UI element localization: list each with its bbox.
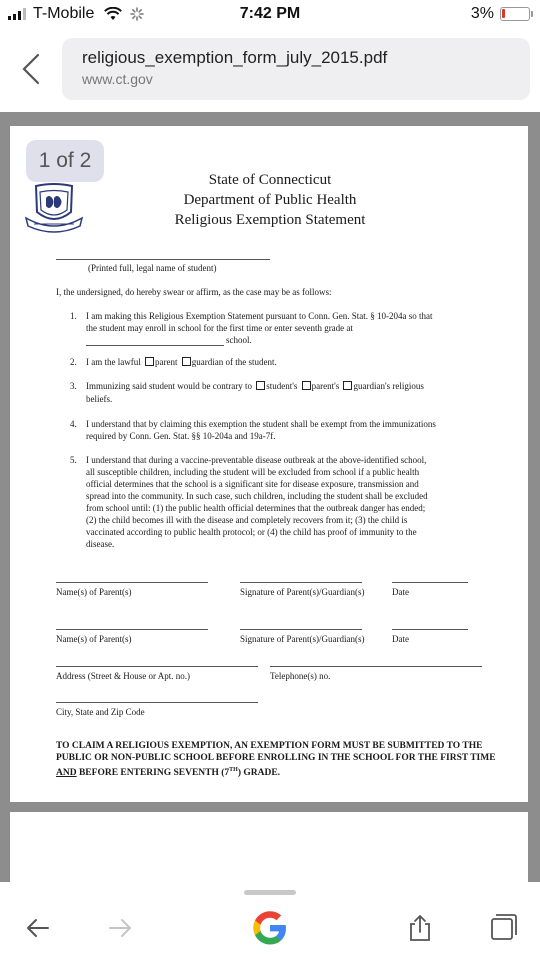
- telephone-label: Telephone(s) no.: [270, 671, 331, 681]
- student-name-line[interactable]: [56, 259, 270, 260]
- item-5-number: 5.: [70, 455, 77, 465]
- bottom-toolbar: [0, 882, 540, 960]
- item-5-line-4: spread into the community. In such case, such children, including the student shall be excluded: [86, 491, 428, 501]
- carrier-label: T-Mobile: [33, 5, 95, 22]
- item-4-number: 4.: [70, 419, 77, 429]
- parent-name-label-2: Name(s) of Parent(s): [56, 634, 132, 644]
- parents-checkbox[interactable]: [302, 381, 311, 390]
- share-icon[interactable]: [404, 912, 436, 944]
- notice-part-2: BEFORE ENTERING SEVENTH (7: [76, 768, 230, 779]
- title-line-1: State of Connecticut: [208, 172, 332, 188]
- signature-label-2: Signature of Parent(s)/Guardian(s): [240, 634, 365, 644]
- source-domain: www.ct.gov: [82, 71, 153, 87]
- item-3-text: [86, 380, 486, 392]
- item-2-number: 2.: [70, 357, 77, 367]
- signature-line-2[interactable]: [240, 629, 362, 630]
- parent-name-line-2[interactable]: [56, 629, 208, 630]
- item-1-line-1: I am making this Religious Exemption Statement pursuant to Conn. Gen. Stat. § 10-204a so that: [86, 311, 433, 321]
- item-4-line-2: required by Conn. Gen. Stat. §§ 10-204a and 19a-7f.: [86, 431, 276, 441]
- item-1-line-3: school.: [226, 335, 252, 345]
- pdf-page-1: [10, 126, 528, 802]
- item-5-line-8: disease.: [86, 539, 115, 549]
- item-1-number: 1.: [70, 311, 77, 321]
- date-label-2: Date: [392, 634, 409, 644]
- document-content: [10, 126, 528, 802]
- title-line-3: Religious Exemption Statement: [174, 212, 366, 228]
- intro-text: I, the undersigned, do hereby swear or affirm, as the case may be as follows:: [56, 287, 332, 297]
- item-5-line-6: (2) the child becomes ill with the disease and completely recovers from it; (3) the child is: [86, 515, 408, 525]
- battery-icon: [500, 7, 530, 21]
- chevron-left-icon[interactable]: [18, 52, 44, 86]
- item-5-line-2: all susceptible children, including the student will be excluded from school if a public health: [86, 467, 420, 477]
- item-2-lead: I am the lawful: [86, 357, 141, 367]
- page-indicator: 1 of 2: [26, 140, 104, 182]
- address-line[interactable]: [56, 666, 258, 667]
- submission-notice: [56, 740, 496, 779]
- parent-option-label: parent: [154, 357, 178, 367]
- pdf-header: [0, 30, 540, 112]
- guardians-checkbox[interactable]: [343, 381, 352, 390]
- arrow-left-icon[interactable]: [22, 912, 54, 944]
- parent-name-line-1[interactable]: [56, 582, 208, 583]
- item-1-line-2: the student may enroll in school for the first time or enter seventh grade at: [86, 323, 353, 333]
- notice-part-1: TO CLAIM A RELIGIOUS EXEMPTION, AN EXEMPTION FORM MUST BE SUBMITTED TO THE PUBLIC OR NON-PUBLIC SCHOOL BEFORE ENROLLING IN THE SCHOOL FOR THE FIRST TIME: [56, 741, 496, 763]
- item-5-line-5: from school until: (1) the public health official determines that the outbreak danger has ended;: [86, 503, 426, 513]
- status-right: [471, 5, 530, 23]
- item-5-line-7: vaccinated according to public health protocol; or (4) the child has proof of immunity to the: [86, 527, 417, 537]
- connecticut-seal-icon: [24, 182, 84, 234]
- item-3-number: 3.: [70, 381, 77, 391]
- parent-name-label-1: Name(s) of Parent(s): [56, 587, 132, 597]
- file-name: religious_exemption_form_july_2015.pdf: [82, 48, 388, 67]
- item-4-line-1: I understand that by claiming this exemption the student shall be exempt from the immunizations: [86, 419, 436, 429]
- printed-name-label: (Printed full, legal name of student): [88, 263, 217, 273]
- date-line-2[interactable]: [392, 629, 468, 630]
- drag-handle[interactable]: [244, 890, 296, 895]
- parents-option-label: parent's: [311, 381, 340, 391]
- title-line-2: Department of Public Health: [183, 192, 357, 208]
- signature-line-1[interactable]: [240, 582, 362, 583]
- telephone-line[interactable]: [270, 666, 482, 667]
- item-5-line-1: I understand that during a vaccine-preventable disease outbreak at the above-identified school,: [86, 455, 427, 465]
- arrow-right-icon[interactable]: [104, 912, 136, 944]
- status-bar: [0, 0, 540, 30]
- guardian-option-label: guardian of the student.: [191, 357, 277, 367]
- school-name-line[interactable]: [86, 345, 224, 346]
- signature-label-1: Signature of Parent(s)/Guardian(s): [240, 587, 365, 597]
- battery-percent: 3%: [470, 5, 494, 22]
- date-line-1[interactable]: [392, 582, 468, 583]
- item-3-lead: Immunizing said student would be contrary to: [86, 381, 252, 391]
- item-5-line-3: official determines that the school is a significant site for disease exposure, transmission and: [86, 479, 419, 489]
- students-option-label: student's: [266, 381, 298, 391]
- pdf-viewer[interactable]: [0, 112, 540, 882]
- clock: 7:42 PM: [239, 5, 301, 22]
- item-2-text: [86, 356, 486, 368]
- guardians-option-label: guardian's religious: [353, 381, 424, 391]
- city-label: City, State and Zip Code: [56, 707, 145, 717]
- notice-and: AND: [56, 768, 77, 779]
- guardian-checkbox[interactable]: [182, 357, 191, 366]
- parent-checkbox[interactable]: [145, 357, 154, 366]
- students-checkbox[interactable]: [256, 381, 265, 390]
- notice-superscript: TH: [229, 767, 238, 773]
- google-icon[interactable]: [250, 908, 290, 948]
- address-label: Address (Street & House or Apt. no.): [56, 671, 190, 681]
- notice-part-3: ) GRADE.: [237, 768, 281, 779]
- document-info-box[interactable]: [62, 38, 530, 100]
- tabs-icon[interactable]: [486, 912, 518, 944]
- city-line[interactable]: [56, 702, 258, 703]
- item-3-line-2: beliefs.: [86, 394, 113, 404]
- date-label-1: Date: [392, 587, 409, 597]
